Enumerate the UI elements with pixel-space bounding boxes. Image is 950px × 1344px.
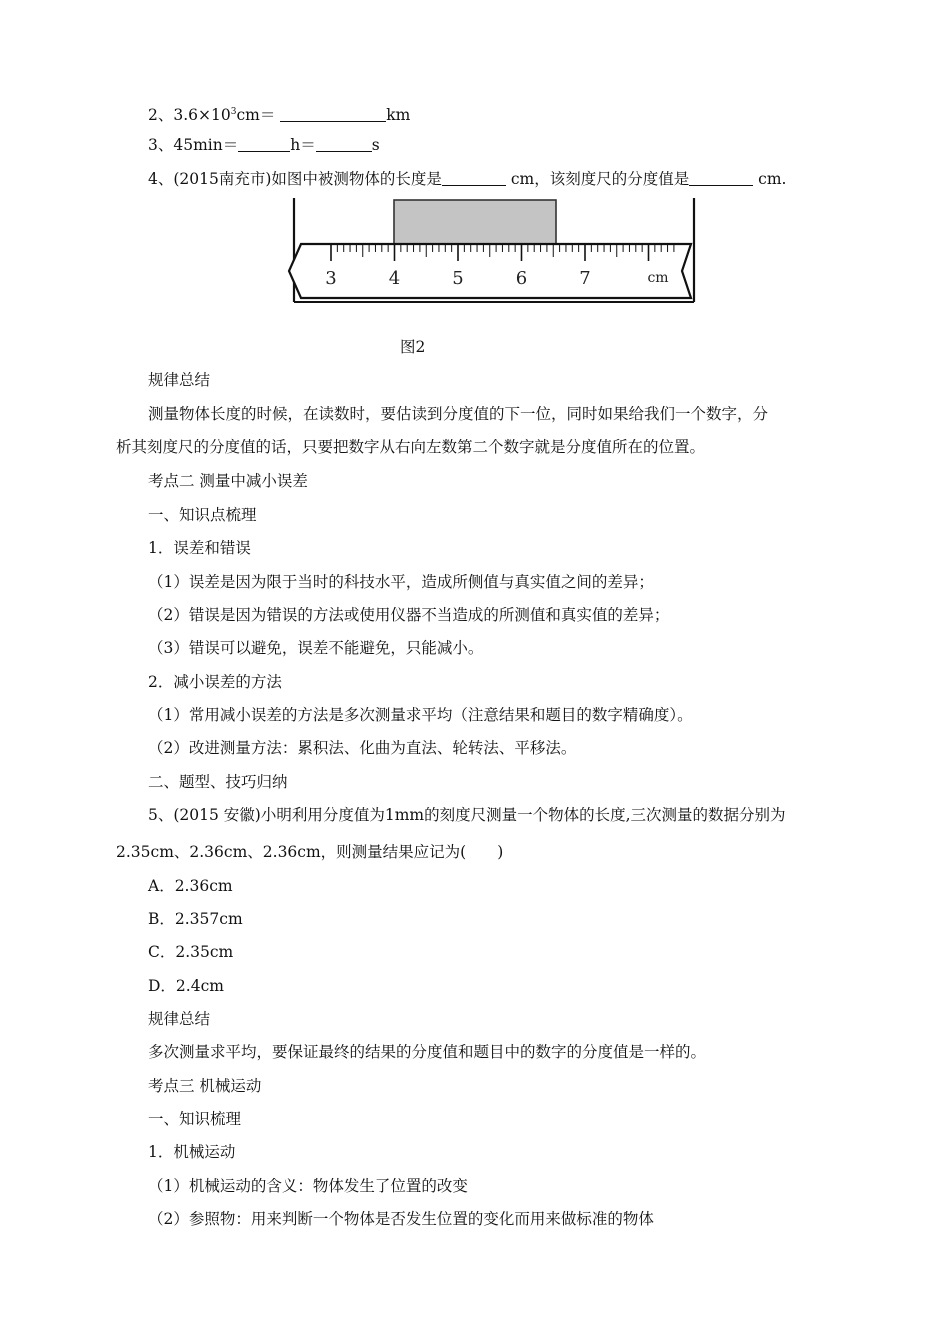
answer-blank[interactable] [689, 171, 753, 186]
ruler-number: 5 [452, 268, 464, 289]
section-heading: 二、题型、技巧归纳 [148, 773, 288, 791]
answer-blank[interactable] [316, 137, 372, 152]
summary-text: 测量物体长度的时候，在读数时，要估读到分度值的下一位，同时如果给我们一个数字，分 [148, 405, 769, 423]
ruler-number: 3 [325, 268, 337, 289]
question-5-cont: 2.35cm、2.36cm、2.36cm，则测量结果应记为( ) [116, 843, 504, 861]
question-5: 5、(2015 安徽)小明利用分度值为1mm的刻度尺测量一个物体的长度,三次测量的数据分别为 [148, 806, 786, 824]
ruler-number: 6 [515, 268, 528, 289]
measured-object [394, 200, 556, 244]
definition: （2）参照物：用来判断一个物体是否发生位置的变化而用来做标准的物体 [148, 1210, 654, 1228]
summary-title: 规律总结 [148, 371, 211, 389]
option-c[interactable]: C．2.35cm [148, 943, 234, 961]
answer-blank[interactable] [238, 137, 290, 152]
subheading: 1．机械运动 [148, 1143, 236, 1161]
summary-text: 多次测量求平均，要保证最终的结果的分度值和题目中的数字的分度值是一样的。 [148, 1043, 707, 1061]
subheading: 1．误差和错误 [148, 539, 251, 557]
answer-blank[interactable] [442, 171, 506, 186]
option-b[interactable]: B．2.357cm [148, 910, 243, 928]
list-item: （1）误差是因为限于当时的科技水平，造成所侧值与真实值之间的差异； [148, 573, 654, 591]
figure-caption: 图2 [400, 338, 426, 356]
definition: （1）机械运动的含义：物体发生了位置的改变 [148, 1177, 468, 1195]
list-item: （2）改进测量方法：累积法、化曲为直法、轮转法、平移法。 [148, 739, 577, 757]
question-2: 2、$3.6\times 10^3cm=$ km [148, 106, 411, 124]
section-heading: 考点二 测量中减小误差 [148, 472, 308, 490]
ruler-number: 7 [579, 268, 591, 289]
section-heading: 一、知识点梳理 [148, 506, 257, 524]
summary-title: 规律总结 [148, 1010, 211, 1028]
question-3: 3、45min＝ h＝ s [148, 136, 380, 154]
ruler-unit: cm [647, 270, 669, 286]
list-item: （3）错误可以避免，误差不能避免，只能减小。 [148, 639, 484, 657]
option-a[interactable]: A．2.36cm [148, 877, 233, 895]
ruler-figure [286, 196, 698, 304]
question-4: 4、(2015南充市)如图中被测物体的长度是 cm，该刻度尺的分度值是 cm. [148, 170, 787, 188]
answer-blank[interactable] [280, 107, 386, 122]
list-item: （2）错误是因为错误的方法或使用仪器不当造成的所测值和真实值的差异； [148, 606, 670, 624]
ruler-number: 4 [388, 268, 401, 289]
section-heading: 一、知识梳理 [148, 1110, 242, 1128]
option-d[interactable]: D．2.4cm [148, 977, 224, 995]
list-item: （1）常用减小误差的方法是多次测量求平均（注意结果和题目的数字精确度）。 [148, 706, 693, 724]
subheading: 2．减小误差的方法 [148, 673, 282, 691]
summary-text: 析其刻度尺的分度值的话，只要把数字从右向左数第二个数字就是分度值所在的位置。 [116, 438, 706, 456]
section-heading: 考点三 机械运动 [148, 1077, 262, 1095]
